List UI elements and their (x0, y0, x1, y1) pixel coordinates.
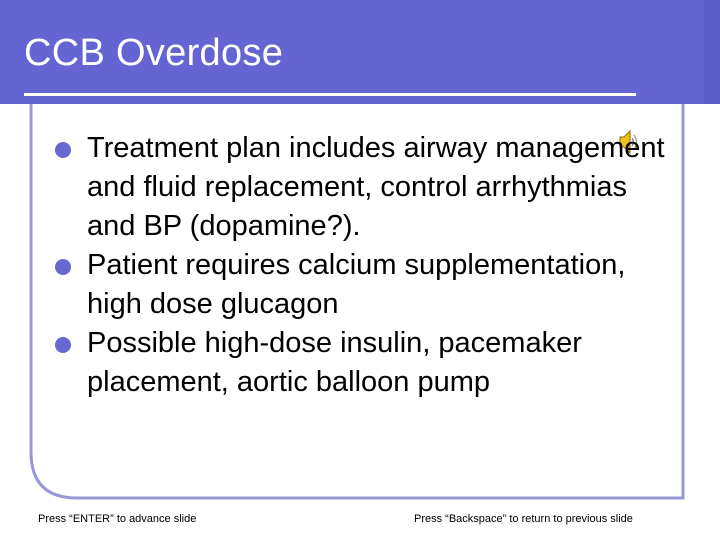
bullet-item (52, 129, 682, 246)
bullet-text: Treatment plan includes airway management and fluid replacement, control arrhythmias and BP (dopamine?). (87, 132, 665, 242)
bullet-item (52, 246, 682, 324)
bullet-list (52, 129, 682, 402)
bullet-item (52, 324, 682, 402)
bullet-dot-icon (55, 259, 71, 275)
slide-title: CCB Overdose (24, 32, 284, 74)
bullet-dot-icon (55, 337, 71, 353)
advance-slide-hint: Press “ENTER” to advance slide (38, 513, 197, 525)
bullet-text: Patient requires calcium supplementation, high dose glucagon (87, 249, 626, 320)
bullet-dot-icon (55, 142, 71, 158)
bullet-text: Possible high-dose insulin, pacemaker placement, aortic balloon pump (87, 327, 582, 398)
previous-slide-hint: Press “Backspace” to return to previous slide (414, 513, 633, 525)
